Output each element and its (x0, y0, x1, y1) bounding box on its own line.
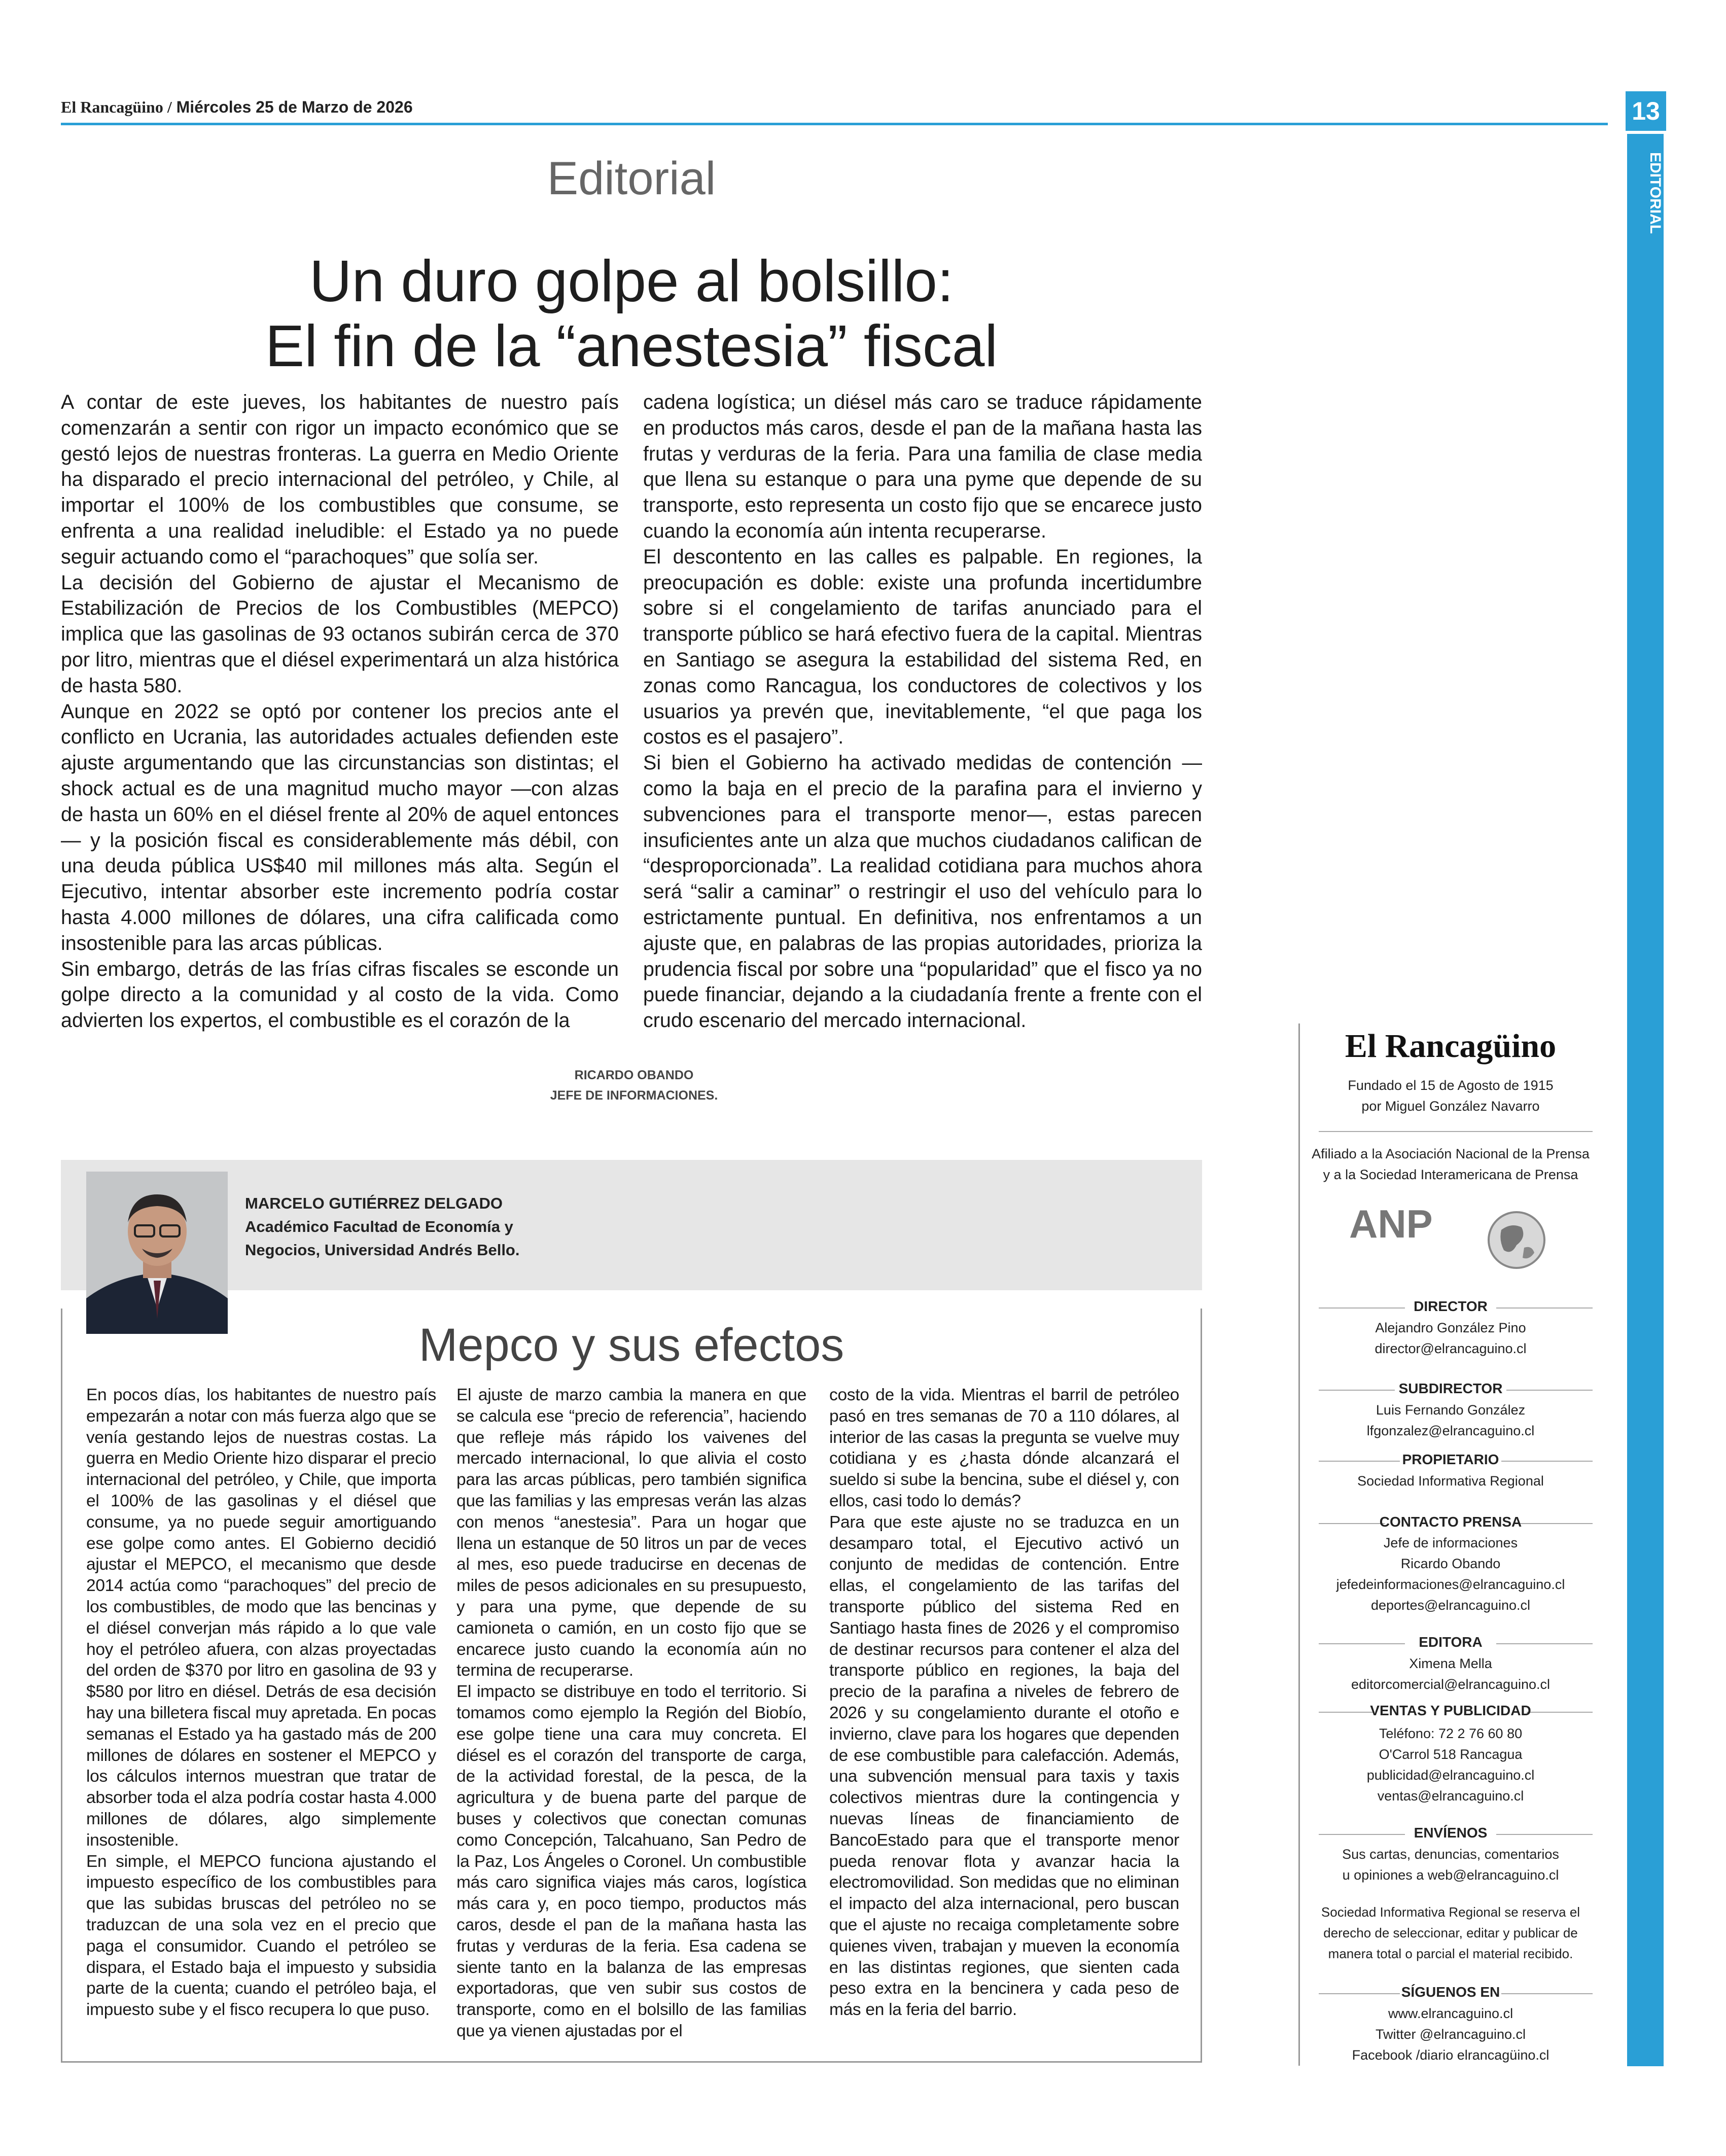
paragraph: costo de la vida. Mientras el barril de petróleo pasó en tres semanas de 70 a 110 dólares, al interior de las casas la pregunta se vuelve muy cotidiana y es ¿hasta dónde alcanzará el sueldo si sube la bencina, sube el diésel y, con ellos, casi todo lo demás? (829, 1386, 1179, 1510)
director-email: director@elrancaguino.cl (1375, 1341, 1527, 1356)
anp-logo-text: ANP (1349, 1201, 1433, 1246)
subdirector-name: Luis Fernando González (1376, 1402, 1526, 1418)
press-email-1: jefedeinformaciones@elrancaguino.cl (1336, 1577, 1565, 1592)
rights-line-1: Sociedad Informativa Regional se reserva el (1321, 1904, 1580, 1920)
follow-facebook[interactable]: Facebook /diario elrancagüino.cl (1352, 2047, 1549, 2063)
section-label: Editorial (547, 153, 716, 204)
paragraph: En pocos días, los habitantes de nuestro país empezarán a notar con más fuerza algo que se venía gestando lejos de nuestras costas. La guerra en Medio Oriente hizo disparar el precio internacional del petróleo, y Chile, que importa el 100% de las gasolinas y el diésel que consume, ya no puede seguir amortiguando ese golpe como antes. El Gobierno decidió ajustar el MEPCO, el mecanismo que desde 2014 actúa como “parachoques” del precio de los combustibles, de modo que las bencinas y el diésel converjan más rápido a lo que vale hoy el petróleo afuera, con alzas proyectadas del orden de $370 por litro en gasolina de 93 y $580 por litro en diésel. Detrás de esa decisión hay una billetera fiscal muy apretada. En pocas semanas el Estado ya ha gastado más de 200 millones de dólares en sostener el MEPCO y los cálculos internos muestran que tratar de absorber toda el alza podría costar hasta 4.000 millones de dólares, algo simplemente insostenible. (86, 1386, 436, 1850)
newspaper-name: El Rancagüino / (61, 98, 172, 116)
paragraph: A contar de este jueves, los habitantes de nuestro país comenzarán a sentir con rigor un impacto económico que se gestó lejos de nuestras fronteras. La guerra en Medio Oriente ha disparado el precio internacional del petróleo, y Chile, al importar el 100% de los combustibles que consume, se enfrenta a una realidad ineludible: el Estado ya no puede seguir actuando como el “parachoques” que solía ser. (61, 391, 619, 568)
paragraph: El descontento en las calles es palpable. En regiones, la preocupación es doble: existe una profunda incertidumbre sobre si el congelamiento de tarifas anunciado para el transporte público se hará efectivo fuera de la capital. Mientras en Santiago se asegura la estabilidad del sistema Red, en zonas como Rancagua, los conductores de colectivos y los usuarios ya prevén que, inevitablemente, “el que paga los costos es el pasajero”. (643, 545, 1202, 749)
anp-logo (1344, 1197, 1435, 1268)
editorial-column-2 (643, 390, 1202, 1034)
rights-line-3: manera total o parcial el material recibido. (1328, 1946, 1573, 1961)
masthead-affiliation (1298, 1144, 1603, 1185)
author-role-1: Académico Facultad de Economía y (245, 1218, 513, 1235)
owner-label: PROPIETARIO (1402, 1452, 1499, 1467)
globe-icon (1486, 1210, 1547, 1270)
press-label: CONTACTO PRENSA (1379, 1514, 1522, 1530)
masthead-title: El Rancagüino (1345, 1028, 1557, 1065)
sales-address: O'Carrol 518 Rancagua (1379, 1747, 1523, 1762)
editor-email: editorcomercial@elrancaguino.cl (1351, 1677, 1551, 1692)
affiliation-line-2: y a la Sociedad Interamericana de Prensa (1323, 1167, 1578, 1182)
paragraph: Para que este ajuste no se traduzca en un desamparo total, el Ejecutivo activó un conjunto de medidas de contención. Entre ellas, el congelamiento de las tarifas del transporte público del sistema Red en Santiago hasta fines de 2026 y el compromiso de destinar recursos para contener el alza del transporte público en regiones, la baja del precio de la parafina a niveles de febrero de 2026 y su congelamiento durante el otoño e invierno, clave para los hogares que dependen de ese combustible para calefacción. Además, una subvención mensual para taxis y taxis colectivos mientras dure la contingencia y nuevas líneas de financiamiento de BancoEstado para que el transporte menor pueda renovar flota y avanzar hacia la electromovilidad. Son medidas que no eliminan el impacto del alza internacional, pero buscan que el ajuste no recaiga completamente sobre quienes viven, trabajan y mueven la economía en las distintas regiones, que sienten cada peso extra en la bencinera y cada peso de más en la feria del barrio. (829, 1512, 1179, 2020)
sales-email-2: ventas@elrancaguino.cl (1377, 1788, 1524, 1804)
paragraph: Si bien el Gobierno ha activado medidas de contención —como la baja en el precio de la parafina para el invierno y subvenciones para el transporte menor—, estas parecen insuficientes ante un alza que muchos ciudadanos califican de “desproporcionada”. La realidad cotidiana para muchos ahora será “salir a caminar” o restringir el uso del vehículo para lo estrictamente puntual. En definitiva, nos enfrentamos a un ajuste que, en palabras de las propias autoridades, prioriza la prudencia fiscal por sobre una “popularidad” que el fisco ya no puede financiar, dejando a la ciudadanía frente a frente con el crudo escenario del mercado internacional. (643, 752, 1202, 1032)
anp-logo-icon (1344, 1197, 1435, 1268)
affiliation-line-1: Afiliado a la Asociación Nacional de la Prensa (1312, 1146, 1590, 1161)
paragraph: cadena logística; un diésel más caro se traduce rápidamente en productos más caros, desde el pan de la mañana hasta las frutas y verduras de la feria. Para una familia de clase media que llena su estanque o para una pyme que depende de su transporte, esto representa un costo fijo que se encarece justo cuando la economía aún intenta recuperarse. (643, 391, 1202, 542)
press-email-2: deportes@elrancaguino.cl (1370, 1598, 1531, 1613)
headline-line-1: Un duro golpe al bolsillo: (309, 248, 954, 314)
opinion-column-3 (829, 1385, 1179, 2021)
send-label: ENVÍENOS (1414, 1825, 1488, 1841)
divider (1319, 1131, 1593, 1132)
follow-web[interactable]: www.elrancaguino.cl (1388, 2006, 1513, 2021)
sales-label: VENTAS Y PUBLICIDAD (1370, 1703, 1531, 1718)
section-sidebar (1627, 134, 1664, 2066)
director-label: DIRECTOR (1414, 1298, 1488, 1314)
author-name: MARCELO GUTIÉRREZ DELGADO (245, 1194, 503, 1212)
follow-twitter[interactable]: Twitter @elrancaguino.cl (1375, 2027, 1526, 2042)
paragraph: La decisión del Gobierno de ajustar el Mecanismo de Estabilización de Precios de los Combustibles (MEPCO) implica que las gasolinas de 93 octanos subirán cerca de 370 por litro, mientras que el diésel experimentará un alza histórica de hasta 580. (61, 571, 619, 697)
editor-name: Ximena Mella (1409, 1656, 1492, 1671)
rights-notice (1298, 1902, 1603, 1964)
issue-date: Miércoles 25 de Marzo de 2026 (176, 98, 413, 116)
page-header (61, 98, 413, 117)
director-block (1298, 1318, 1603, 1359)
press-name: Ricardo Obando (1400, 1556, 1501, 1571)
opinion-column-1 (86, 1385, 436, 2021)
sales-email-1: publicidad@elrancaguino.cl (1366, 1768, 1535, 1783)
press-block (1298, 1533, 1603, 1616)
subdirector-label: SUBDIRECTOR (1398, 1381, 1503, 1396)
follow-block (1298, 2003, 1603, 2066)
section-side-label: EDITORIAL (1647, 152, 1664, 234)
sip-globe-logo (1486, 1210, 1547, 1270)
paragraph: Sin embargo, detrás de las frías cifras fiscales se esconde un golpe directo a la comunidad y al costo de la vida. Como advierten los expertos, el combustible es el corazón de la (61, 958, 619, 1032)
author-credit (245, 1192, 520, 1262)
editorial-signature (456, 1065, 812, 1106)
signature-name: RICARDO OBANDO (574, 1068, 694, 1082)
masthead-founded (1298, 1075, 1603, 1117)
author-band (61, 1160, 1202, 1290)
founded-by: por Miguel González Navarro (1361, 1099, 1540, 1114)
press-role: Jefe de informaciones (1383, 1535, 1518, 1550)
follow-label: SÍGUENOS EN (1401, 1984, 1500, 2000)
send-line-2: u opiniones a web@elrancaguino.cl (1342, 1867, 1559, 1883)
author-role-2: Negocios, Universidad Andrés Bello. (245, 1241, 520, 1259)
page-number: 13 (1626, 91, 1666, 131)
paragraph: El ajuste de marzo cambia la manera en que se calcula ese “precio de referencia”, haciendo que refleje más rápido los vaivenes del mercado internacional, lo que alivia el costo para las arcas públicas, pero también significa que las familias y las empresas verán las alzas con menos “anestesia”. Para un hogar que llena un estanque de 50 litros un par de veces al mes, eso puede traducirse en decenas de miles de pesos adicionales en su presupuesto, y para una pyme, que depende de su camioneta o camión, en un costo fijo que se encarece justo cuando la economía aún no termina de recuperarse. (456, 1386, 806, 1680)
subdirector-block (1298, 1400, 1603, 1441)
sales-block (1298, 1723, 1603, 1807)
opinion-title: Mepco y sus efectos (418, 1319, 844, 1371)
editor-block (1298, 1653, 1603, 1695)
director-name: Alejandro González Pino (1375, 1320, 1526, 1335)
paragraph: En simple, el MEPCO funciona ajustando el impuesto específico de los combustibles para que las subidas bruscas del petróleo no se traduzcan de una sola vez en el precio que paga el consumidor. Cuando el petróleo se dispara, el Estado baja el impuesto y subsidia parte de la cuenta; cuando el petróleo baja, el impuesto sube y el fisco recupera lo que puso. (86, 1852, 436, 2020)
editorial-column-1 (61, 390, 619, 1034)
paragraph: Aunque en 2022 se optó por contener los precios ante el conflicto en Ucrania, las autoridades actuales defienden este ajuste argumentando que las circunstancias son distintas; el shock actual es de una magnitud mucho mayor —con alzas de hasta un 60% en el diésel frente al 20% de aquel entonces— y la posición fiscal es considerablemente más débil, con una deuda pública US$40 mil millones más alta. Según el Ejecutivo, intentar absorber este incremento podría costar hasta 4.000 millones de dólares, una cifra calificada como insostenible para las arcas públicas. (61, 700, 619, 955)
subdirector-email: lfgonzalez@elrancaguino.cl (1366, 1423, 1535, 1438)
send-block (1298, 1844, 1603, 1886)
signature-role: JEFE DE INFORMACIONES. (550, 1088, 718, 1103)
opinion-column-2 (456, 1385, 806, 2042)
founded-date: Fundado el 15 de Agosto de 1915 (1348, 1078, 1554, 1093)
owner-name: Sociedad Informativa Regional (1357, 1473, 1544, 1489)
headline-line-2: El fin de la “anestesia” fiscal (265, 313, 998, 379)
editor-label: EDITORA (1419, 1634, 1483, 1650)
editorial-headline (61, 249, 1202, 378)
rights-line-2: derecho de seleccionar, editar y publicar de (1323, 1925, 1578, 1940)
sales-phone: Teléfono: 72 2 76 60 80 (1379, 1726, 1523, 1741)
header-rule (61, 123, 1608, 125)
paragraph: El impacto se distribuye en todo el territorio. Si tomamos como ejemplo la Región del Biobío, ese golpe tiene una cara muy concreta. El diésel es el corazón del transporte de carga, de la actividad forestal, de la pesca, de la agricultura y de buena parte del parque de buses y colectivos que conectan comunas como Concepción, Talcahuano, San Pedro de la Paz, Los Ángeles o Coronel. Un combustible más caro significa viajes más caros, logística más cara y, en poco tiempo, productos más caros, desde el pan de la mañana hasta las frutas y verduras de la feria. Esa cadena se siente tanto en la balanza de las empresas exportadoras, que ven subir sus costos de transporte, como en el bolsillo de las familias que ya vienen ajustadas por el (456, 1682, 806, 2040)
send-line-1: Sus cartas, denuncias, comentarios (1342, 1847, 1559, 1862)
